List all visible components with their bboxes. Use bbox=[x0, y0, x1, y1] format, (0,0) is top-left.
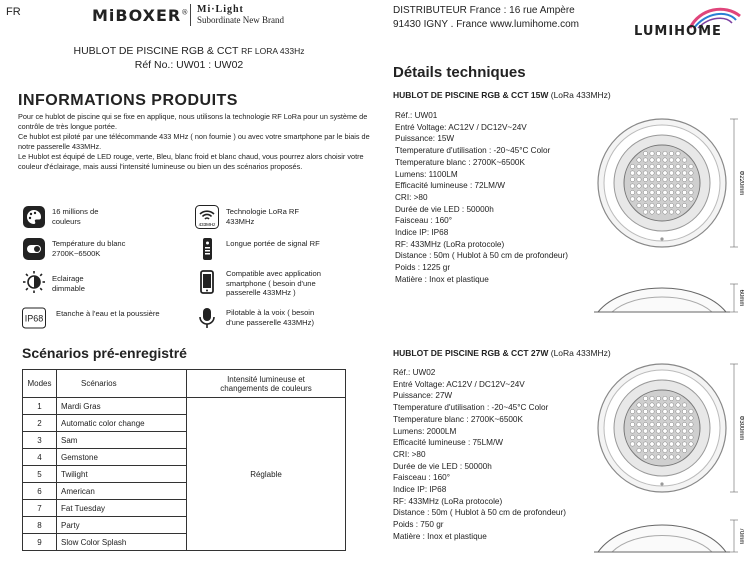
led-dot bbox=[656, 177, 660, 181]
led-dot bbox=[669, 429, 673, 433]
product-2-drawing bbox=[594, 358, 744, 562]
led-dot bbox=[663, 171, 667, 175]
feature-ip68-text: Etanche à l'eau et la poussière bbox=[56, 309, 160, 318]
led-dot bbox=[637, 177, 641, 181]
svg-text:Φ220mm: Φ220mm bbox=[738, 170, 744, 196]
led-dot bbox=[663, 416, 667, 420]
led-dot bbox=[689, 442, 693, 446]
col-modes: Modes bbox=[23, 370, 57, 398]
title-line-1-small: RF LORA 433Hz bbox=[241, 46, 305, 56]
led-dot bbox=[650, 429, 654, 433]
feature-lora bbox=[195, 205, 219, 234]
feature-app-text: Compatible avec application smartphone ( besoin d'une passerelle 433MHz ) bbox=[226, 269, 321, 297]
led-dot bbox=[643, 396, 647, 400]
palette-icon bbox=[22, 205, 46, 229]
led-dot bbox=[663, 422, 667, 426]
led-dot bbox=[676, 203, 680, 207]
led-dot bbox=[656, 429, 660, 433]
led-dot bbox=[689, 171, 693, 175]
led-dot bbox=[637, 416, 641, 420]
led-dot bbox=[669, 203, 673, 207]
led-dot bbox=[650, 442, 654, 446]
led-dot bbox=[669, 422, 673, 426]
led-dot bbox=[656, 164, 660, 168]
feature-palette bbox=[22, 205, 46, 234]
led-dot bbox=[682, 409, 686, 413]
led-dot bbox=[637, 429, 641, 433]
led-dot bbox=[630, 190, 634, 194]
svg-text:Φ300mm: Φ300mm bbox=[738, 415, 744, 441]
led-dot bbox=[676, 448, 680, 452]
led-dot bbox=[663, 403, 667, 407]
led-dot bbox=[650, 210, 654, 214]
led-dot bbox=[663, 197, 667, 201]
feature-voice-text: Pilotable à la voix ( besoin d'une passerelle 433MHz) bbox=[226, 308, 315, 327]
led-dot bbox=[676, 422, 680, 426]
led-dot bbox=[676, 396, 680, 400]
led-dot bbox=[689, 429, 693, 433]
svg-text:60mm: 60mm bbox=[738, 289, 744, 307]
led-dot bbox=[656, 210, 660, 214]
led-dot bbox=[637, 158, 641, 162]
led-dot bbox=[676, 210, 680, 214]
dimmer-icon bbox=[22, 270, 46, 294]
led-dot bbox=[669, 190, 673, 194]
miboxer-logo: MiBOXER® bbox=[92, 6, 190, 25]
feature-range-text: Longue portée de signal RF bbox=[226, 239, 320, 248]
led-dot bbox=[669, 197, 673, 201]
led-dot bbox=[630, 416, 634, 420]
led-dot bbox=[676, 171, 680, 175]
svg-text:IP68: IP68 bbox=[24, 313, 44, 324]
scenarios-heading: Scénarios pré-enregistré bbox=[22, 345, 187, 361]
svg-text:70mm: 70mm bbox=[738, 527, 744, 545]
ip68-icon bbox=[22, 306, 46, 330]
led-dot bbox=[669, 151, 673, 155]
info-heading: INFORMATIONS PRODUITS bbox=[18, 92, 238, 109]
led-dot bbox=[650, 203, 654, 207]
led-dot bbox=[650, 422, 654, 426]
brand-subtitle: Subordinate New Brand bbox=[197, 15, 284, 25]
product-2-title: HUBLOT DE PISCINE RGB & CCT 27W (LoRa 433MHz) bbox=[393, 348, 611, 358]
led-dot bbox=[650, 164, 654, 168]
led-dot bbox=[643, 416, 647, 420]
led-dot bbox=[663, 177, 667, 181]
led-dot bbox=[650, 158, 654, 162]
led-dot bbox=[663, 184, 667, 188]
led-dot bbox=[669, 455, 673, 459]
feature-app bbox=[195, 270, 219, 299]
led-dot bbox=[656, 197, 660, 201]
led-dot bbox=[689, 409, 693, 413]
led-dot bbox=[676, 197, 680, 201]
svg-text:433MHz: 433MHz bbox=[198, 222, 216, 227]
led-dot bbox=[663, 151, 667, 155]
led-dot bbox=[689, 177, 693, 181]
table-row: 6 American bbox=[23, 483, 346, 500]
smartphone-icon bbox=[195, 270, 219, 294]
reference-line: Réf No.: UW01 : UW02 bbox=[134, 59, 244, 71]
led-dot bbox=[663, 409, 667, 413]
led-dot bbox=[656, 455, 660, 459]
led-dot bbox=[630, 177, 634, 181]
distributor-info bbox=[393, 4, 579, 32]
led-dot bbox=[643, 151, 647, 155]
feature-dimmable bbox=[22, 270, 46, 299]
led-dot bbox=[676, 403, 680, 407]
led-dot bbox=[682, 448, 686, 452]
led-dot bbox=[650, 403, 654, 407]
scenarios-table bbox=[22, 369, 346, 551]
led-dot bbox=[663, 429, 667, 433]
table-row: 1 Mardi Gras Réglable bbox=[23, 398, 346, 415]
led-dot bbox=[643, 403, 647, 407]
led-dot bbox=[682, 177, 686, 181]
led-dot bbox=[643, 429, 647, 433]
led-dot bbox=[682, 171, 686, 175]
led-dot bbox=[637, 203, 641, 207]
led-dot bbox=[643, 158, 647, 162]
led-dot bbox=[676, 184, 680, 188]
table-row: 9 Slow Color Splash bbox=[23, 534, 346, 551]
distributor-line-2: 91430 IGNY . France www.lumihome.com bbox=[393, 19, 580, 30]
intensity-value: Réglable bbox=[187, 398, 346, 551]
led-dot bbox=[682, 184, 686, 188]
wifi-433-icon bbox=[195, 205, 219, 229]
led-dot bbox=[637, 197, 641, 201]
feature-ip68 bbox=[22, 306, 46, 335]
led-dot bbox=[656, 409, 660, 413]
led-dot bbox=[643, 422, 647, 426]
led-dot bbox=[656, 184, 660, 188]
led-dot bbox=[669, 164, 673, 168]
led-dot bbox=[663, 442, 667, 446]
table-header-row bbox=[23, 370, 346, 398]
led-dot bbox=[669, 416, 673, 420]
led-dot bbox=[676, 429, 680, 433]
title-line-1: HUBLOT DE PISCINE RGB & CCT bbox=[73, 45, 239, 57]
table-row: 4 Gemstone bbox=[23, 449, 346, 466]
led-dot bbox=[682, 403, 686, 407]
led-dot bbox=[630, 171, 634, 175]
brand-text: MiBOXER bbox=[92, 6, 182, 25]
distributor-line-1: DISTRIBUTEUR France : 16 rue Ampère bbox=[393, 5, 575, 16]
led-dot bbox=[663, 158, 667, 162]
led-dot bbox=[669, 396, 673, 400]
info-paragraph: Pour ce hublot de piscine qui se fixe en applique, nous utilisons la technologie RF LoRa pour un système de contrôle de très longue portée. Ce hublot est piloté par une télécommande 433 MHz ( non fournie ) ou avec votre smartphone par le biais de notre passerelle 433MHz. Le Hublot est équipé de LED rouge, verte, Bleu, blanc froid et blanc chaud, vous pourrez alors choisir votre couleur d'éclairage, mais aussi l'intensité lumineuse ou bien un des scénarios proposés. bbox=[18, 112, 370, 171]
led-dot bbox=[682, 158, 686, 162]
led-dot bbox=[663, 164, 667, 168]
led-dot bbox=[637, 442, 641, 446]
led-dot bbox=[630, 184, 634, 188]
led-dot bbox=[689, 164, 693, 168]
led-dot bbox=[643, 442, 647, 446]
table-row: 2 Automatic color change bbox=[23, 415, 346, 432]
feature-lora-text: Technologie LoRa RF 433MHz bbox=[226, 207, 300, 226]
led-dot bbox=[669, 448, 673, 452]
led-dot bbox=[643, 171, 647, 175]
product-1-drawing bbox=[594, 108, 744, 318]
product-1-specs: Réf.: UW01 Entré Voltage: AC12V / DC12V~24V Puissance: 15W Ttemperature d'utilisation : -20~45°C Color Ttemperature blanc : 2700K~6500K Lumens: 1100LM Efficacité lumineuse : 72LM/W CRI: >80 Durée de vie LED : 50000h Faisceau : 160° Indice IP: IP68 RF: 433MHz (LoRa protocole) Distance : 50m ( Hublot à 50 cm de profondeur) Poids : 1225 gr Matière : Inox et plastique bbox=[395, 111, 568, 284]
led-dot bbox=[637, 171, 641, 175]
led-dot bbox=[650, 197, 654, 201]
led-dot bbox=[643, 455, 647, 459]
led-dot bbox=[630, 197, 634, 201]
led-dot bbox=[669, 403, 673, 407]
led-dot bbox=[650, 416, 654, 420]
led-dot bbox=[637, 403, 641, 407]
led-dot bbox=[650, 190, 654, 194]
led-dot bbox=[669, 184, 673, 188]
led-dot bbox=[656, 171, 660, 175]
led-dot bbox=[676, 416, 680, 420]
led-dot bbox=[663, 455, 667, 459]
logo-text: LUMIHOME bbox=[634, 24, 722, 39]
led-dot bbox=[676, 435, 680, 439]
led-dot bbox=[676, 442, 680, 446]
led-dot bbox=[630, 435, 634, 439]
table-row: 8 Party bbox=[23, 517, 346, 534]
led-dot bbox=[637, 164, 641, 168]
lumihome-logo bbox=[620, 6, 750, 40]
led-dot bbox=[689, 416, 693, 420]
led-dot bbox=[663, 190, 667, 194]
led-dot bbox=[637, 409, 641, 413]
led-dot bbox=[663, 203, 667, 207]
led-dot bbox=[669, 158, 673, 162]
led-dot bbox=[676, 177, 680, 181]
led-dot bbox=[656, 190, 660, 194]
led-dot bbox=[650, 177, 654, 181]
led-dot bbox=[669, 210, 673, 214]
led-dot bbox=[650, 171, 654, 175]
led-dot bbox=[682, 422, 686, 426]
led-dot bbox=[643, 448, 647, 452]
led-dot bbox=[676, 164, 680, 168]
led-dot bbox=[643, 197, 647, 201]
led-dot bbox=[637, 435, 641, 439]
language-label: FR bbox=[6, 6, 21, 18]
product-title bbox=[0, 44, 378, 72]
led-dot bbox=[656, 435, 660, 439]
led-dot bbox=[630, 429, 634, 433]
details-heading: Détails techniques bbox=[393, 64, 526, 81]
led-dot bbox=[637, 448, 641, 452]
led-dot bbox=[656, 448, 660, 452]
led-dot bbox=[643, 177, 647, 181]
led-dot bbox=[643, 210, 647, 214]
milight-tagline bbox=[190, 4, 284, 26]
led-dot bbox=[682, 197, 686, 201]
led-dot bbox=[650, 448, 654, 452]
led-dot bbox=[630, 442, 634, 446]
led-dot bbox=[650, 435, 654, 439]
led-dot bbox=[663, 396, 667, 400]
feature-range bbox=[195, 237, 219, 266]
led-dot bbox=[676, 158, 680, 162]
led-dot bbox=[676, 190, 680, 194]
led-dot bbox=[689, 197, 693, 201]
led-dot bbox=[656, 422, 660, 426]
feature-temperature-text: Température du blanc 2700K~6500K bbox=[52, 239, 126, 258]
led-dot bbox=[630, 409, 634, 413]
led-dot bbox=[656, 396, 660, 400]
col-scenarios: Scénarios bbox=[57, 370, 187, 398]
led-dot bbox=[689, 190, 693, 194]
color-temperature-icon bbox=[22, 237, 46, 261]
led-dot bbox=[656, 158, 660, 162]
led-dot bbox=[637, 184, 641, 188]
led-dot bbox=[650, 409, 654, 413]
led-dot bbox=[689, 435, 693, 439]
led-dot bbox=[663, 448, 667, 452]
led-dot bbox=[682, 429, 686, 433]
led-dot bbox=[656, 151, 660, 155]
led-dot bbox=[676, 409, 680, 413]
product-2-specs: Réf.: UW02 Entré Voltage: AC12V / DC12V~24V Puissance: 27W Ttemperature d'utilisation : -20~45°C Color Ttemperature blanc : 2700K~6500K Lumens: 2000LM Efficacité lumineuse : 75LM/W CRI: >80 Durée de vie LED : 50000h Faisceau : 160° Indice IP: IP68 RF: 433MHz (LoRa protocole) Distance : 50m ( Hublot à 50 cm de profondeur) Poids : 750 gr Matière : Inox et plastique bbox=[393, 368, 566, 541]
led-dot bbox=[663, 210, 667, 214]
led-dot bbox=[656, 442, 660, 446]
led-dot bbox=[689, 184, 693, 188]
led-dot bbox=[682, 190, 686, 194]
led-dot bbox=[682, 203, 686, 207]
led-dot bbox=[656, 203, 660, 207]
led-dot bbox=[669, 177, 673, 181]
led-dot bbox=[643, 203, 647, 207]
led-dot bbox=[682, 442, 686, 446]
table-row: 5 Twilight bbox=[23, 466, 346, 483]
led-dot bbox=[682, 416, 686, 420]
table-row: 3 Sam bbox=[23, 432, 346, 449]
led-dot bbox=[669, 442, 673, 446]
led-dot bbox=[643, 184, 647, 188]
led-dot bbox=[669, 435, 673, 439]
feature-palette-text: 16 millions de couleurs bbox=[52, 207, 99, 226]
led-dot bbox=[637, 190, 641, 194]
led-dot bbox=[637, 422, 641, 426]
led-dot bbox=[650, 184, 654, 188]
microphone-icon bbox=[195, 306, 219, 330]
led-dot bbox=[676, 455, 680, 459]
led-dot bbox=[643, 164, 647, 168]
led-dot bbox=[650, 396, 654, 400]
led-dot bbox=[682, 435, 686, 439]
led-dot bbox=[676, 151, 680, 155]
led-dot bbox=[643, 435, 647, 439]
led-dot bbox=[682, 164, 686, 168]
led-dot bbox=[650, 455, 654, 459]
led-dot bbox=[643, 409, 647, 413]
led-dot bbox=[669, 171, 673, 175]
led-dot bbox=[656, 416, 660, 420]
brand-name: Mi·Light bbox=[197, 4, 244, 15]
led-dot bbox=[643, 190, 647, 194]
table-row: 7 Fat Tuesday bbox=[23, 500, 346, 517]
led-dot bbox=[663, 435, 667, 439]
feature-temperature bbox=[22, 237, 46, 266]
led-dot bbox=[669, 409, 673, 413]
led-dot bbox=[630, 164, 634, 168]
col-intensity: Intensité lumineuse et changements de couleurs bbox=[187, 370, 346, 398]
led-dot bbox=[630, 422, 634, 426]
feature-voice bbox=[195, 306, 219, 335]
product-1-title: HUBLOT DE PISCINE RGB & CCT 15W (LoRa 433MHz) bbox=[393, 90, 611, 100]
feature-dimmable-text: Eclairage dimmable bbox=[52, 274, 85, 293]
led-dot bbox=[689, 422, 693, 426]
led-dot bbox=[650, 151, 654, 155]
led-dot bbox=[656, 403, 660, 407]
remote-icon bbox=[195, 237, 219, 261]
